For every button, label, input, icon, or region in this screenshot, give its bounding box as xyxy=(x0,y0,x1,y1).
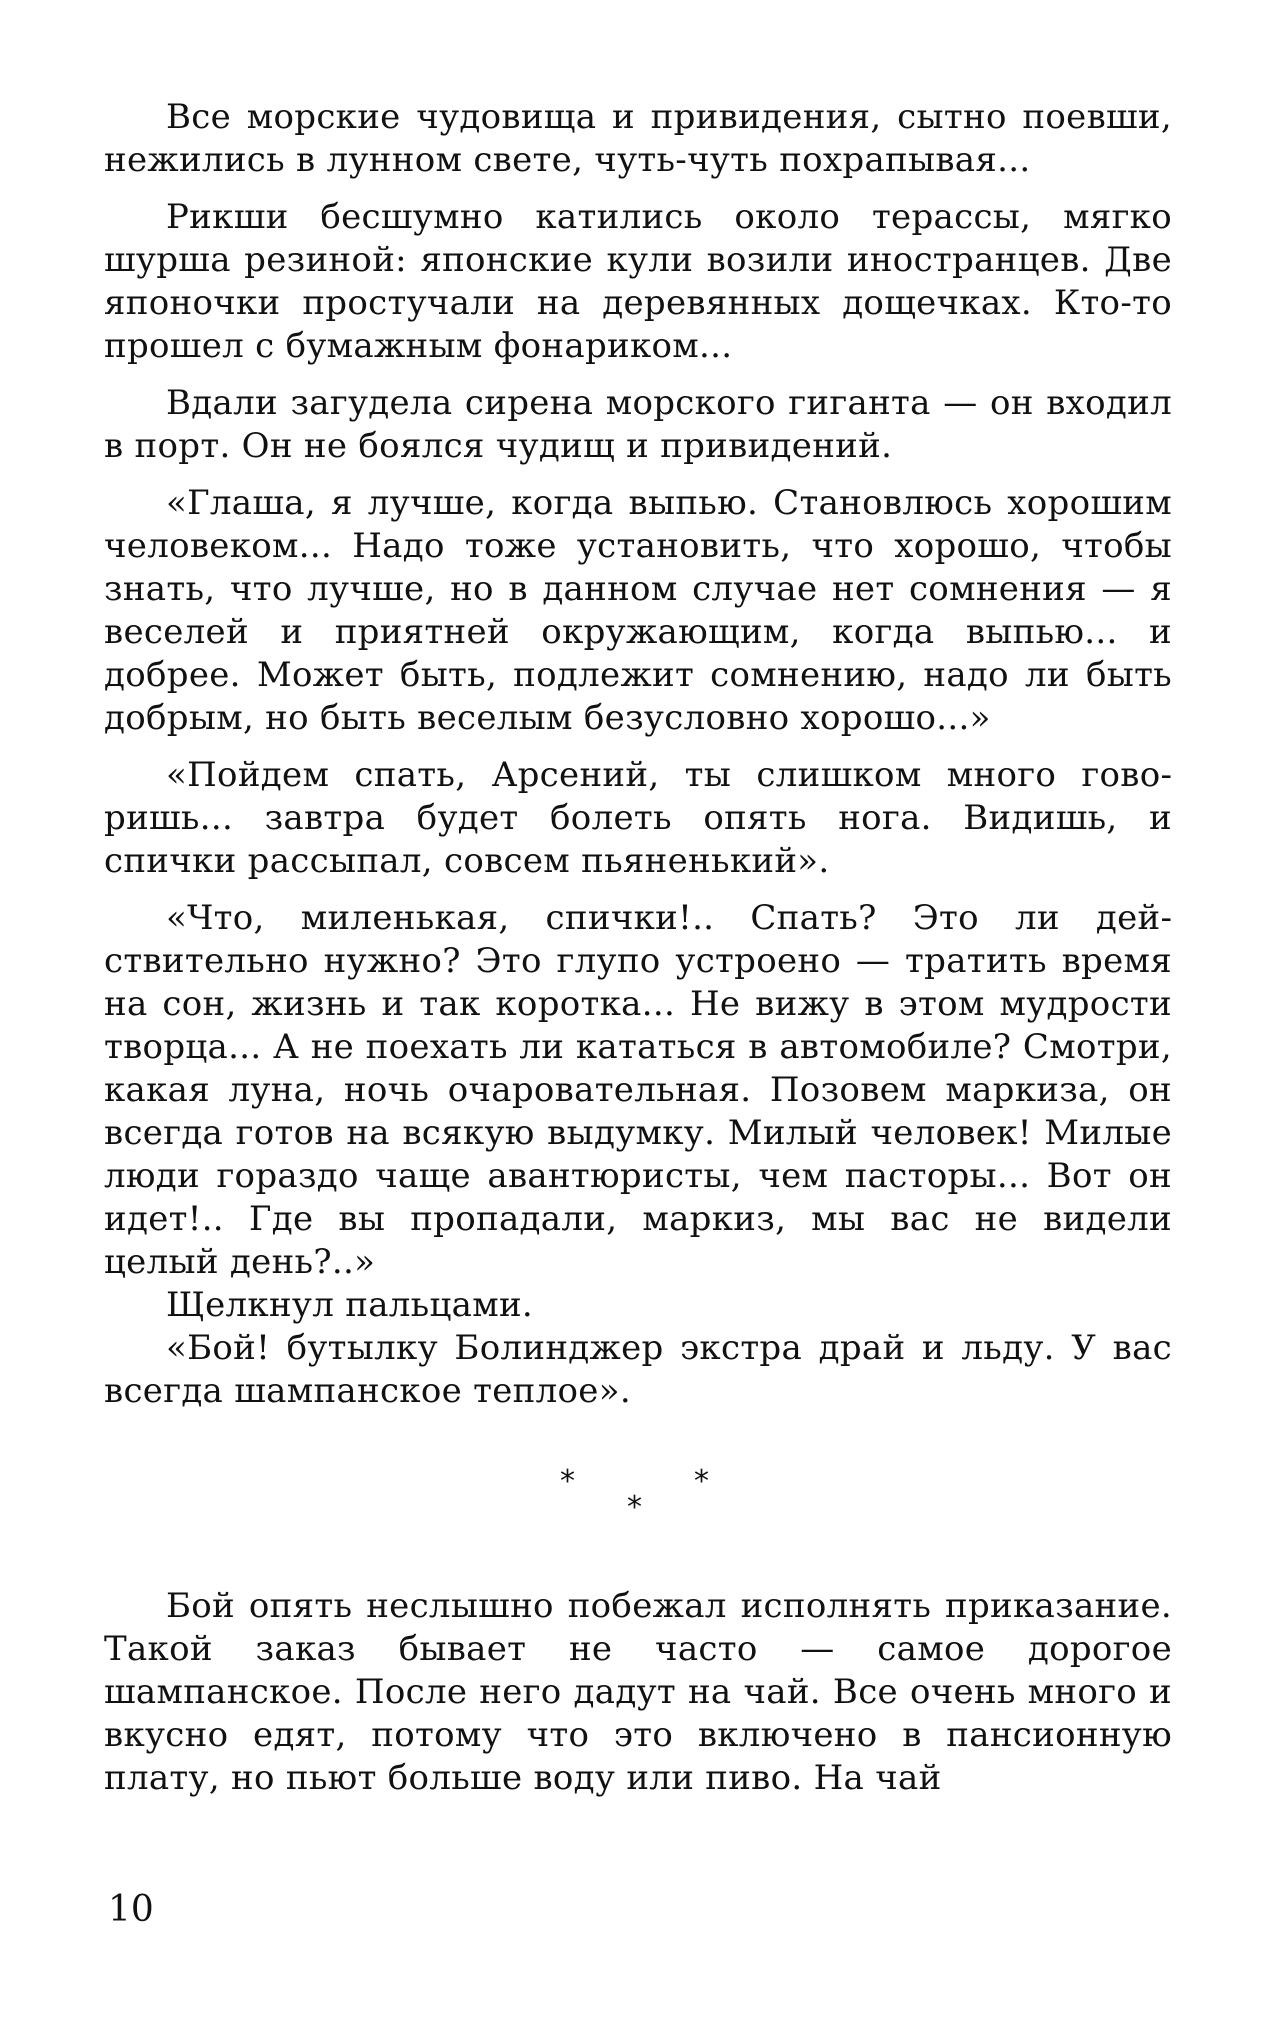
paragraph-3: Вдали загудела сирена морского гиганта — он входил в порт. Он не боялся чудищ и привидений. xyxy=(104,383,1172,466)
page-body xyxy=(104,96,1172,1800)
paragraph-4: «Глаша, я лучше, когда выпью. Становлюсь хорошим человеком... Надо тоже установить, что хорошо, чтобы знать, что лучше, но в данном случае нет сомнения — я веселей и приятней окружающим, когда выпью... и добрее. Может быть, подлежит сомнению, надо ли быть добрым, но быть веселым безусловно хорошо...» xyxy=(104,483,1172,738)
separator-asterisk-right: * xyxy=(694,1464,709,1499)
paragraph-5: «Пойдем спать, Арсений, ты слишком много говоришь... завтра будет болеть опять нога. Видишь, и спички рассыпал, совсем пьяненький». xyxy=(104,755,1172,881)
paragraph-7: Щелкнул пальцами. xyxy=(166,1285,534,1325)
section-separator xyxy=(104,1455,1172,1545)
paragraph-after-separator: Бой опять неслышно побежал исполнять приказание. Такой заказ бывает не часто — самое дорогое шампанское. После него дадут на чай. Все очень много и вкусно едят, потому что это включено в пансионную плату, но пьют больше воду или пиво. На чай xyxy=(104,1586,1172,1798)
paragraph-1: Все морские чудовища и привидения, сытно поевши, нежились в лунном свете, чуть-чуть похрапывая... xyxy=(104,97,1172,180)
paragraph-8: «Бой! бутылку Болинджер экстра драй и льду. У вас всегда шампанское теплое». xyxy=(104,1328,1172,1411)
paragraph-2: Рикши бесшумно катились около терассы, мягко шурша резиной: японские кули возили иностранцев. Две японочки простучали на деревянных дощечках. Кто-то прошел с бумажным фонариком... xyxy=(104,197,1172,366)
separator-asterisk-left: * xyxy=(560,1464,575,1499)
paragraph-6: «Что, миленькая, спички!.. Спать? Это ли действительно нужно? Это глупо устроено — тратить время на сон, жизнь и так коротка... Не вижу в этом мудрости творца... А не поехать ли кататься в автомобиле? Смотри, какая луна, ночь очаровательная. Позовем маркиза, он всегда готов на всякую выдумку. Милый человек! Милые люди гораздо чаще авантюристы, чем пасторы... Вот он идет!.. Где вы пропадали, маркиз, мы вас не видели целый день?..» xyxy=(104,898,1172,1282)
separator-asterisk-middle: * xyxy=(627,1490,642,1525)
page-number: 10 xyxy=(108,1889,154,1930)
